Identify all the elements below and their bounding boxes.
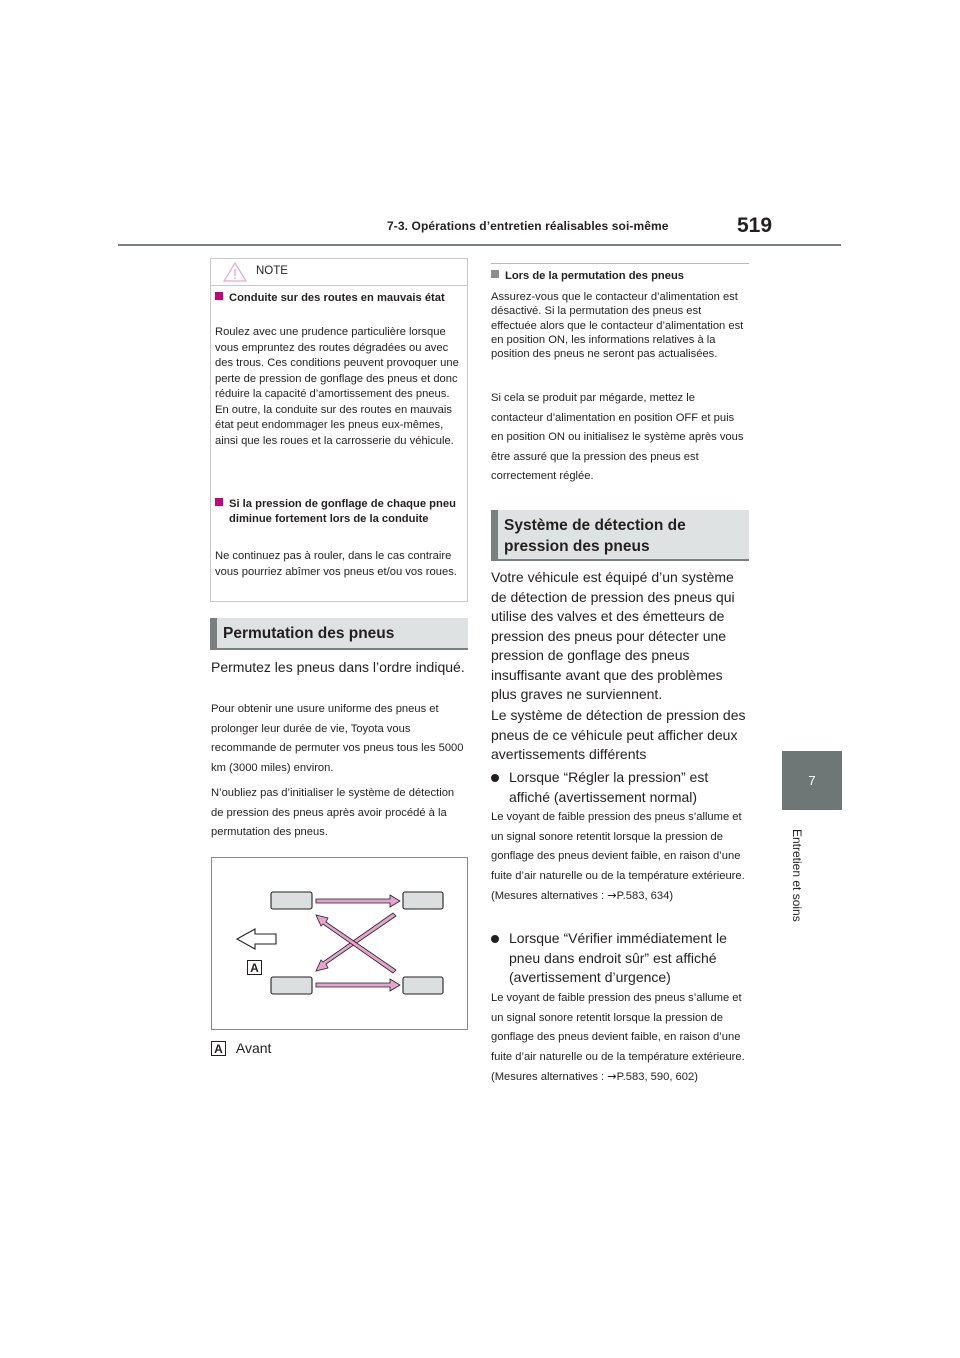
note-item-text: Roulez avec une prudence particulière lorsque vous empruntez des routes dégradées ou avec des trous. Ces conditions peuvent provoquer une perte de pression de gonflage des pneus et donc réduire la capacité d’amortissement des pneus. En outre, la conduite sur des routes en mauvais état peut endommager les pneus eux-mêmes, ainsi que les roues et la carrosserie du véhicule. <box>215 326 459 447</box>
subsection-heading: Lors de la permutation des pneus <box>491 269 749 283</box>
running-header-title: 7-3. Opérations d’entretien réalisables soi-même <box>387 219 669 233</box>
tpms-bullet: Lorsque “Régler la pression” est affiché (avertissement normal) <box>491 768 749 807</box>
caution-triangle-icon <box>222 261 248 283</box>
arrow-rear-to-rear <box>316 979 400 991</box>
front-direction-arrow <box>237 929 276 949</box>
during-rotation-paragraph: Si cela se produit par mégarde, mettez le contacteur d’alimentation en position OFF et puis en position ON ou initialisez le système après vous être assuré que la pression des pneus est correctement réglée. <box>491 392 744 483</box>
rotation-paragraph: N’oubliez pas d’initialiser le système de détection de pression des pneus après avoir procédé à la permutation des pneus. <box>211 787 455 839</box>
callout-a: A <box>247 960 262 975</box>
rear-left-tire <box>271 977 312 994</box>
note-item-text: Ne continuez pas à rouler, dans le cas contraire vous pourriez abîmer vos pneus et/ou vos roues. <box>215 550 457 578</box>
subsection-rule <box>491 263 749 264</box>
rear-right-tire <box>403 977 443 994</box>
front-right-tire <box>403 892 443 909</box>
tpms-bullet-text: Le voyant de faible pression des pneus s’allume et un signal sonore retentit lorsque la pression de gonflage des pneus devient faible, en raison d’une fuite d’air naturelle ou de la température extérieure. (Mesures alternatives : →P.583, 634) <box>491 811 745 903</box>
note-header <box>211 259 467 286</box>
page-number: 519 <box>737 214 773 237</box>
note-label: NOTE <box>256 265 288 277</box>
bullet-dot-icon <box>491 774 499 782</box>
note-item-heading: Si la pression de gonflage de chaque pneu diminue fortement lors de la conduite <box>215 497 474 528</box>
rotation-paragraph: Pour obtenir une usure uniforme des pneus et prolonger leur durée de vie, Toyota vous recommande de permuter vos pneus tous les 5000 km (3000 miles) environ. <box>211 703 464 774</box>
square-bullet-icon <box>491 270 499 278</box>
arrow-front-to-front <box>316 895 400 907</box>
tpms-bullet-text: Le voyant de faible pression des pneus s’allume et un signal sonore retentit lorsque la pression de gonflage des pneus devient faible, en raison d’une fuite d’air naturelle ou de la température extérieure. (Mesures alternatives : →P.583, 590, 602) <box>491 992 745 1084</box>
tpms-bullet: Lorsque “Vérifier immédiatement le pneu dans endroit sûr” est affiché (avertissement d’urgence) <box>491 929 749 988</box>
legend-tag: A <box>211 1041 226 1056</box>
square-bullet-icon <box>215 498 223 506</box>
section-header-rotation: Permutation des pneus <box>210 618 468 650</box>
chapter-number: 7 <box>808 773 816 788</box>
legend <box>211 1040 271 1056</box>
legend-text: Avant <box>235 1040 272 1056</box>
tire-rotation-drawing <box>212 858 467 1029</box>
note-item-heading: Conduite sur des routes en mauvais état <box>215 291 474 306</box>
chapter-tab <box>782 751 842 810</box>
tpms-paragraph: Votre véhicule est équipé d’un système de détection de pression des pneus qui utilise des valves et des émetteurs de pression des pneus pour détecter une pression de gonflage des pneus insuffisante avant que des problèmes plus graves ne surviennent. <box>491 569 735 702</box>
tire-rotation-diagram <box>211 857 468 1030</box>
during-rotation-paragraph: Assurez-vous que le contacteur d’alimentation est désactivé. Si la permutation des pneus est effectuée alors que le contacteur d’alimentation est en position ON, les informations relatives à la position des pneus ne seront pas actualisées. <box>491 291 744 361</box>
rotation-intro: Permutez les pneus dans l’ordre indiqué. <box>211 659 465 675</box>
section-header-tpms: Système de détection de pression des pneus <box>491 510 749 561</box>
bullet-dot-icon <box>491 935 499 943</box>
chapter-title: Entretien et soins <box>790 829 804 922</box>
square-bullet-icon <box>215 292 223 300</box>
front-left-tire <box>271 892 312 909</box>
header-rule <box>118 244 841 246</box>
tpms-paragraph: Le système de détection de pression des pneus de ce véhicule peut afficher deux avertissements différents <box>491 707 746 762</box>
